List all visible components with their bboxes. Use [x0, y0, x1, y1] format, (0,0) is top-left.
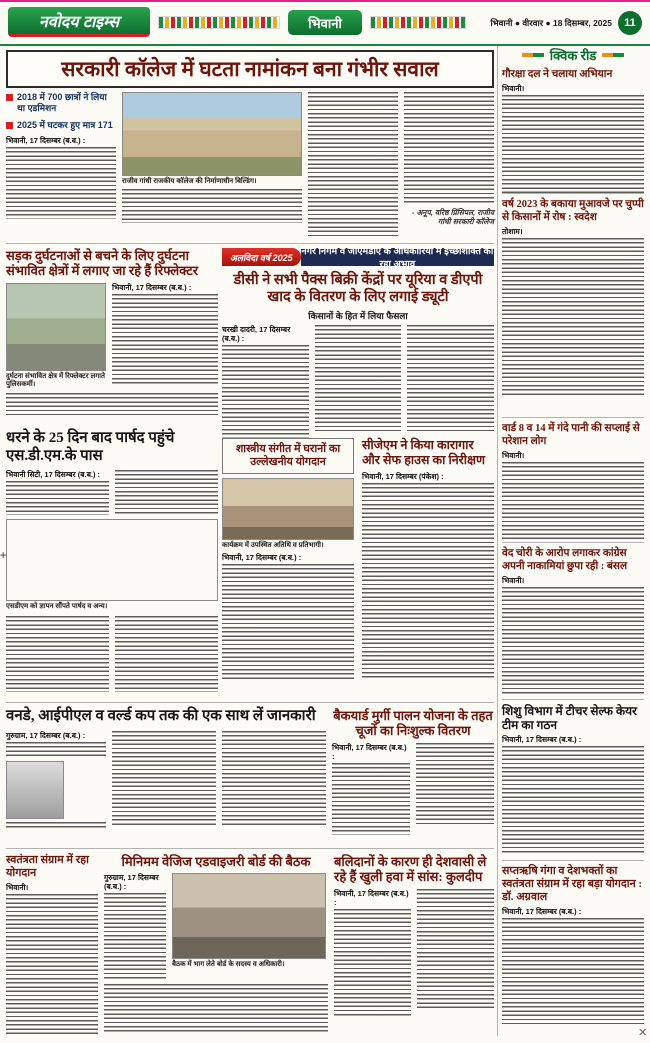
- quick-read-item-3-dateline: भिवानी।: [502, 451, 525, 461]
- dharna-photo-memorandum: [6, 519, 218, 601]
- body-text: [502, 95, 644, 195]
- agrawal-headline: सप्तऋषि गंगा व देशभक्तों का स्वतंत्रता संग्राम में रहा बड़ा योगदान : डॉ. अग्रवाल: [502, 865, 643, 903]
- article-wages-board: [104, 854, 328, 1032]
- page-number-badge: 11: [618, 11, 642, 35]
- quick-read-item-4-dateline: भिवानी।: [502, 576, 525, 586]
- body-text: [362, 483, 494, 679]
- body-text: [334, 909, 411, 1017]
- balidan-headline: बलिदानों के कारण ही देशवासी ले रहे हैं खुली हवा में सांस: कुलदीप: [334, 854, 487, 885]
- reflector-headline: सड़क दुर्घटनाओं से बचने के लिए दुर्घटना संभावित क्षेत्रों में लगाए जा रहे हैं रिफ्लेक्टर: [6, 248, 199, 279]
- body-text: [416, 743, 494, 827]
- quick-read-header: [502, 46, 644, 64]
- dharna-photo-caption: एसडीएम को ज्ञापन सौंपते पार्षद व अन्य।: [6, 603, 108, 611]
- cricket-headline: वनडे, आईपीएल व वर्ल्ड कप तक की एक साथ लें जानकारी: [6, 708, 316, 724]
- rail-item-divider: [502, 860, 644, 861]
- masthead-dateline: भिवानी ● वीरवार ● 18 दिसम्बर, 2025: [490, 18, 612, 28]
- lead-photo-caption: राजीव गांधी राजकीय कॉलेज की निर्माणाधीन बिल्डिंग।: [122, 178, 257, 185]
- body-text: [502, 462, 644, 540]
- alvida-banner-strip: नगर निगम व जीएमडीए के अधिकारियों में इच्छाशक्ति का रहा अभाव: [301, 246, 494, 270]
- quick-read-item-4: [502, 547, 644, 695]
- freedom-headline: स्वतंत्रता संग्राम में रहा योगदान: [6, 854, 89, 879]
- body-text: [308, 92, 398, 236]
- newspaper-logo: [8, 7, 150, 37]
- body-text: [6, 822, 106, 830]
- article-classical-music: [222, 438, 354, 680]
- poultry-headline: बैकयार्ड मुर्गी पालन योजना के तहत चूजों का निःशुल्क वितरण: [333, 708, 493, 739]
- lead-photo-college-building: [122, 92, 302, 176]
- body-text: [112, 731, 216, 827]
- article-freedom-struggle: [6, 854, 98, 1036]
- sangeet-headline: शास्त्रीय संगीत में घरानों का उल्लेखनीय योगदान: [222, 438, 354, 474]
- body-text: [6, 481, 109, 515]
- body-text: [222, 564, 354, 680]
- body-text: [6, 742, 106, 758]
- quick-read-item-1-dateline: भिवानी।: [502, 84, 525, 94]
- freedom-dateline: भिवानी।: [6, 882, 29, 892]
- body-text: [502, 746, 644, 854]
- lead-bullet-2: [6, 120, 116, 131]
- lead-bullets-column: [6, 92, 116, 238]
- body-text: [112, 294, 218, 384]
- article-daycare-team: [502, 704, 644, 854]
- reflector-photo-road: [6, 283, 106, 371]
- rail-divider: [497, 46, 498, 1036]
- quick-read-item-3-headline: वार्ड 8 व 14 में गंदे पानी की सप्लाई से परेशान लोग: [502, 423, 640, 448]
- balidan-dateline: भिवानी, 17 दिसम्बर (ब.ब.) :: [334, 888, 409, 907]
- body-text: [407, 325, 494, 431]
- lead-headline: सरकारी कॉलेज में घटता नामांकन बना गंभीर सवाल: [6, 50, 494, 88]
- quick-read-item-2: [502, 198, 644, 396]
- body-text: [332, 763, 410, 835]
- newspaper-logo-text: नवोदय टाइम्स: [38, 13, 120, 31]
- daycare-headline: शिशु विभाग में टीचर सेल्फ केयर टीम का गठन: [502, 704, 637, 733]
- lead-bullet-2-text: 2025 में घटकर हुए मात्र 171: [17, 119, 113, 130]
- body-text: [6, 393, 218, 415]
- masthead: [0, 3, 650, 43]
- sangeet-dateline: भिवानी, 17 दिसम्बर (ब.ब.) :: [222, 553, 302, 563]
- lead-photo-column: [122, 92, 302, 238]
- body-text: [502, 238, 644, 396]
- rail-item-divider: [502, 193, 644, 194]
- cricket-portrait-photo: [6, 761, 64, 819]
- article-dc-fertilizer-duty: [222, 272, 494, 439]
- quick-read-item-2-headline: वर्ष 2023 के बकाया मुआवजे पर चुप्पी से किसानों में रोष : स्वदेश: [502, 199, 644, 224]
- wages-photo-meeting: [172, 873, 326, 959]
- bullet-square-icon: [6, 94, 13, 101]
- reflector-dateline: भिवानी, 17 दिसम्बर (ब.ब.) :: [112, 282, 192, 292]
- section-divider: [6, 848, 494, 849]
- body-text: [104, 893, 166, 979]
- tricolor-dash-icon: [522, 53, 544, 57]
- lead-text-column-2: [404, 92, 494, 238]
- article-poultry-distribution: [332, 708, 494, 835]
- body-text: [122, 189, 302, 223]
- edition-badge: भिवानी: [288, 10, 362, 35]
- agrawal-dateline: भिवानी, 17 दिसम्बर (ब.ब.) :: [502, 906, 582, 916]
- rail-item-divider: [502, 542, 644, 543]
- bullet-square-icon: [6, 122, 13, 129]
- lead-text-column-1: [308, 92, 398, 238]
- tricolor-strip-left: [158, 16, 280, 29]
- daycare-dateline: भिवानी, 17 दिसम्बर (ब.ब.) :: [502, 735, 582, 745]
- alvida-banner-label: अलविदा वर्ष 2025: [222, 248, 301, 266]
- article-reflectors: [6, 248, 218, 415]
- body-text: [404, 92, 494, 204]
- quick-read-item-4-headline: वेद चोरी के आरोप लगाकर कांग्रेस अपनी नाकामियां छुपा रही : बंसल: [502, 548, 628, 573]
- body-text: [104, 984, 328, 1032]
- rail-item-divider: [502, 699, 644, 700]
- print-color-bar: [0, 0, 650, 2]
- article-agrawal-freedom: [502, 865, 644, 1024]
- body-text: [115, 470, 218, 514]
- lead-story: [6, 92, 494, 240]
- dc-duty-subhead: किसानों के हित में लिया फैसला: [308, 311, 408, 322]
- cjm-headline: सीजेएम ने किया कारागार और सेफ हाउस का निरीक्षण: [362, 438, 486, 467]
- lead-bullet-1-text: 2018 में 700 छात्रों ने लिया था एडमिशन: [17, 92, 107, 114]
- lead-quote-attribution: - अनूप, वरिष्ठ प्रिंसिपल, राजीव गांधी सरकारी कॉलेज: [411, 208, 494, 227]
- lead-bullet-1: [6, 92, 116, 115]
- cricket-dateline: गुरुग्राम, 17 दिसम्बर (ब.ब.) :: [6, 730, 86, 740]
- body-text: [502, 587, 644, 695]
- rail-item-divider: [502, 417, 644, 418]
- sangeet-photo-caption: कार्यक्रम में उपस्थित अतिथि व प्रतिभागी।: [222, 541, 324, 549]
- body-text: [6, 147, 116, 219]
- dharna-dateline: भिवानी सिटी, 17 दिसम्बर (ब.ब.) :: [6, 470, 101, 480]
- wages-photo-caption: बैठक में भाग लेते बोर्ड के सदस्य व अधिकारी।: [172, 961, 285, 969]
- quick-read-item-3: [502, 422, 644, 540]
- quick-read-item-1: [502, 68, 644, 195]
- article-dharna-sdm: [6, 430, 218, 692]
- tricolor-dash-icon: [602, 53, 624, 57]
- article-cricket-info: [6, 708, 326, 830]
- wages-headline: मिनिमम वेजिज एडवाइजरी बोर्ड की बैठक: [121, 854, 311, 869]
- lead-dateline: भिवानी, 17 दिसम्बर (ब.ब.) :: [6, 135, 86, 145]
- article-balidan-kuldeep: [334, 854, 494, 1017]
- body-text: [6, 894, 98, 1036]
- poultry-dateline: भिवानी, 17 दिसम्बर (ब.ब.) :: [332, 742, 407, 761]
- body-text: [315, 325, 402, 431]
- body-text: [115, 616, 218, 692]
- body-text: [502, 918, 644, 1024]
- body-text: [222, 731, 326, 827]
- registration-cross-mark: ✕: [638, 1027, 648, 1039]
- quick-read-item-2-dateline: तोशाम।: [502, 227, 523, 237]
- reflector-photo-caption: दुर्घटना संभावित क्षेत्र में रिफ्लेक्टर लगाते पुलिसकर्मी।: [6, 372, 105, 389]
- wages-dateline: गुरुग्राम, 17 दिसम्बर (ब.ब.) :: [104, 873, 159, 892]
- section-divider: [6, 702, 494, 703]
- registration-plus-mark: +: [0, 550, 7, 562]
- body-text: [222, 345, 309, 439]
- cjm-dateline: भिवानी, 17 दिसम्बर (पंकेश) :: [362, 471, 444, 481]
- sangeet-photo-event: [222, 478, 354, 540]
- quick-read-title: क्विक रीड: [549, 48, 597, 63]
- dharna-headline: धरने के 25 दिन बाद पार्षद पहुंचे एस.डी.एम.के पास: [6, 430, 175, 464]
- quick-read-item-1-headline: गौरक्षा दल ने चलाया अभियान: [502, 69, 613, 80]
- body-text: [417, 889, 494, 1009]
- dc-duty-headline: डीसी ने सभी पैक्स बिक्री केंद्रों पर यूरिया व डीएपी खाद के वितरण के लिए लगाई ड्यूटी: [233, 272, 483, 306]
- alvida-2025-banner: [222, 246, 494, 270]
- body-text: [6, 616, 109, 692]
- article-cjm-inspection: [362, 438, 494, 679]
- dc-duty-dateline: चरखी दादरी, 17 दिसम्बर (ब.ब.) :: [222, 325, 291, 344]
